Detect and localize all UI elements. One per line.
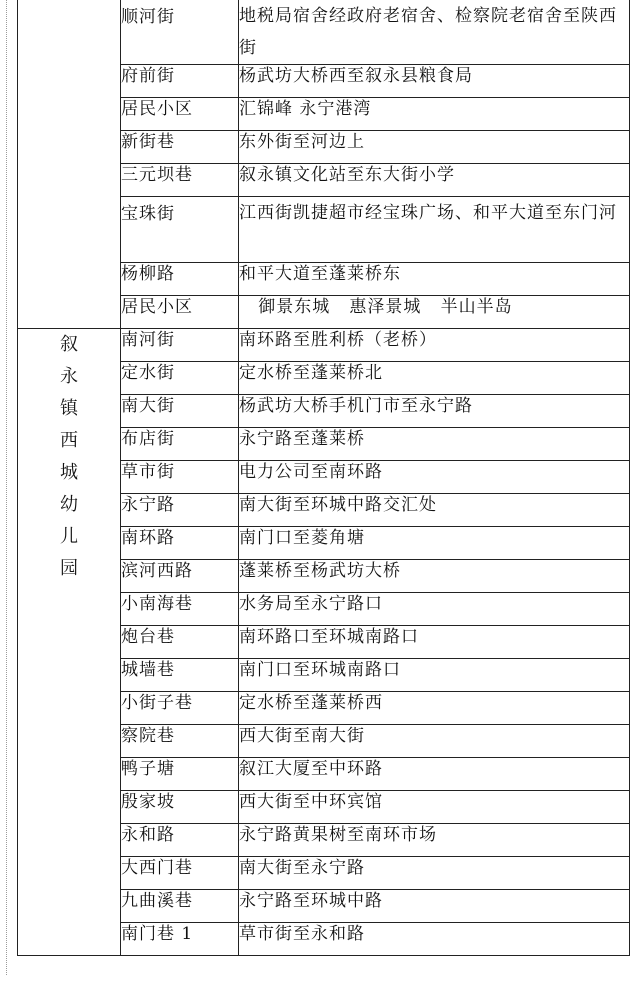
street-range-cell: 东外街至河边上 (239, 131, 630, 164)
street-name-cell: 草市街 (121, 461, 239, 494)
street-range-cell: 西大街至中环宾馆 (239, 791, 630, 824)
street-name-cell: 居民小区 (121, 98, 239, 131)
street-range-cell: 南门口至菱角塘 (239, 527, 630, 560)
street-name-cell: 小街子巷 (121, 692, 239, 725)
street-range-cell: 叙永镇文化站至东大街小学 (239, 164, 630, 197)
street-name-cell: 三元坝巷 (121, 164, 239, 197)
street-range-cell: 草市街至永和路 (239, 923, 630, 956)
street-range-cell: 定水桥至蓬莱桥西 (239, 692, 630, 725)
street-name-cell: 府前街 (121, 65, 239, 98)
street-name-cell: 滨河西路 (121, 560, 239, 593)
street-range-cell: 汇锦峰 永宁港湾 (239, 98, 630, 131)
page-margin-guide (6, 0, 7, 975)
street-name-cell: 南河街 (121, 329, 239, 362)
street-name-cell: 南大街 (121, 395, 239, 428)
street-range-cell: 定水桥至蓬莱桥北 (239, 362, 630, 395)
street-range-cell: 永宁路至环城中路 (239, 890, 630, 923)
street-name-cell: 城墙巷 (121, 659, 239, 692)
street-range-cell: 地税局宿舍经政府老宿舍、检察院老宿舍至陕西街 (239, 0, 630, 65)
street-range-cell: 和平大道至蓬莱桥东 (239, 263, 630, 296)
street-range-cell: 永宁路黄果树至南环市场 (239, 824, 630, 857)
street-range-cell: 南门口至环城南路口 (239, 659, 630, 692)
street-name-cell: 杨柳路 (121, 263, 239, 296)
street-range-cell: 南大街至永宁路 (239, 857, 630, 890)
street-name-cell: 定水街 (121, 362, 239, 395)
street-name-cell: 炮台巷 (121, 626, 239, 659)
street-range-cell: 叙江大厦至中环路 (239, 758, 630, 791)
street-range-cell: 西大街至南大街 (239, 725, 630, 758)
table-row (18, 0, 630, 65)
street-name-cell: 居民小区 (121, 296, 239, 329)
school-cell (18, 0, 121, 329)
street-name-cell: 永和路 (121, 824, 239, 857)
table-row (18, 329, 630, 362)
street-name-cell: 宝珠街 (121, 197, 239, 263)
street-name-cell: 九曲溪巷 (121, 890, 239, 923)
school-name: 叙永镇西城幼儿园 (60, 334, 78, 579)
street-assignment-table (17, 0, 630, 956)
street-range-cell: 杨武坊大桥西至叙永县粮食局 (239, 65, 630, 98)
street-name-cell: 新街巷 (121, 131, 239, 164)
street-name-cell: 布店街 (121, 428, 239, 461)
street-name-cell: 大西门巷 (121, 857, 239, 890)
street-range-cell: 永宁路至蓬莱桥 (239, 428, 630, 461)
street-name-cell: 顺河街 (121, 0, 239, 65)
street-name-cell: 鸭子塘 (121, 758, 239, 791)
street-name-cell: 小南海巷 (121, 593, 239, 626)
street-range-cell: 南环路口至环城南路口 (239, 626, 630, 659)
street-range-cell: 电力公司至南环路 (239, 461, 630, 494)
street-range-cell: 南大街至环城中路交汇处 (239, 494, 630, 527)
street-range-cell: 南环路至胜利桥（老桥） (239, 329, 630, 362)
street-name-cell: 殷家坡 (121, 791, 239, 824)
street-range-cell: 江西街凯捷超市经宝珠广场、和平大道至东门河 (239, 197, 630, 263)
street-name-cell: 永宁路 (121, 494, 239, 527)
street-name-cell: 南环路 (121, 527, 239, 560)
street-name-cell: 南门巷 1 (121, 923, 239, 956)
street-range-cell: 御景东城 惠泽景城 半山半岛 (239, 296, 630, 329)
street-range-cell: 水务局至永宁路口 (239, 593, 630, 626)
street-range-cell: 杨武坊大桥手机门市至永宁路 (239, 395, 630, 428)
street-range-cell: 蓬莱桥至杨武坊大桥 (239, 560, 630, 593)
street-name-cell: 察院巷 (121, 725, 239, 758)
school-cell (18, 329, 121, 956)
